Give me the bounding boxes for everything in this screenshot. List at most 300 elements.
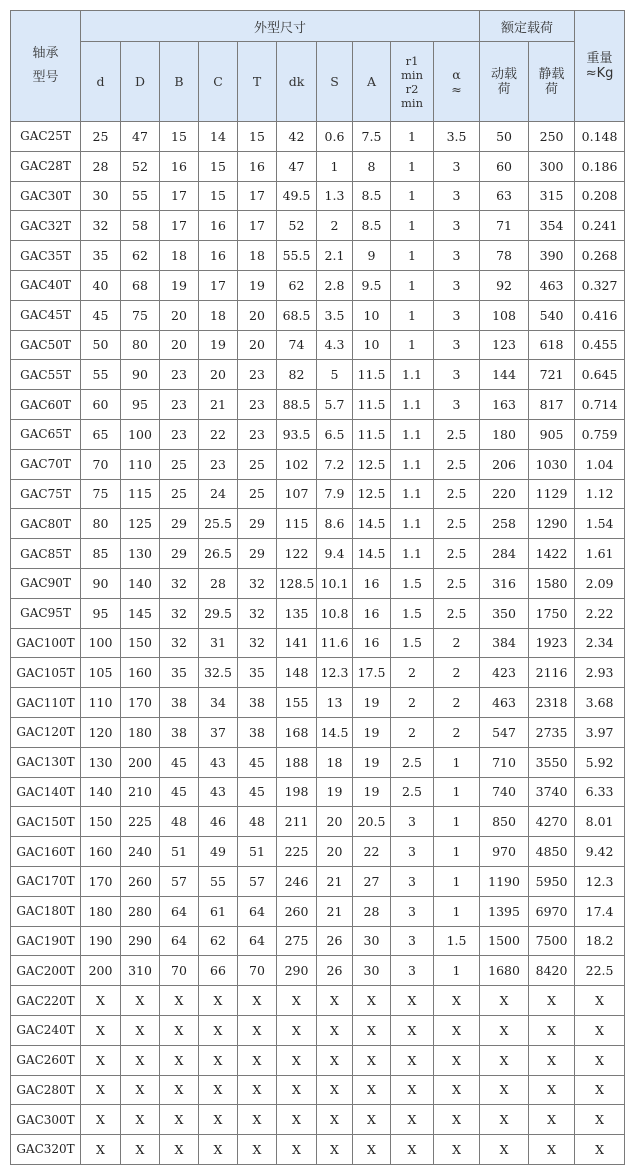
cell-T: 45 xyxy=(238,747,277,777)
cell-d: 140 xyxy=(81,777,121,807)
cell-weight: 0.186 xyxy=(575,151,625,181)
cell-T: 29 xyxy=(238,509,277,539)
cell-A: 9.5 xyxy=(353,270,391,300)
cell-weight: 5.92 xyxy=(575,747,625,777)
cell-dynamic-load: 850 xyxy=(480,807,529,837)
cell-B: 64 xyxy=(160,896,199,926)
cell-S: 10.8 xyxy=(317,598,353,628)
cell-T: 48 xyxy=(238,807,277,837)
cell-model: GAC110T xyxy=(11,688,81,718)
cell-d: 120 xyxy=(81,717,121,747)
cell-model: GAC28T xyxy=(11,151,81,181)
cell-static-load: 1923 xyxy=(529,628,575,658)
table-row xyxy=(11,360,625,390)
cell-A: 27 xyxy=(353,866,391,896)
cell-C: 37 xyxy=(199,717,238,747)
cell-C: X xyxy=(199,1075,238,1105)
cell-d: 95 xyxy=(81,598,121,628)
cell-dk: 225 xyxy=(277,837,317,867)
cell-A: 8.5 xyxy=(353,181,391,211)
cell-T: 19 xyxy=(238,270,277,300)
cell-dk: 88.5 xyxy=(277,390,317,420)
cell-B: 35 xyxy=(160,658,199,688)
cell-static-load: 7500 xyxy=(529,926,575,956)
cell-static-load: 721 xyxy=(529,360,575,390)
cell-S: 1 xyxy=(317,151,353,181)
cell-D: X xyxy=(121,1045,160,1075)
cell-model: GAC280T xyxy=(11,1075,81,1105)
cell-model: GAC95T xyxy=(11,598,81,628)
cell-S: 9.4 xyxy=(317,539,353,569)
cell-model: GAC75T xyxy=(11,479,81,509)
cell-d: 130 xyxy=(81,747,121,777)
cell-static-load: 817 xyxy=(529,390,575,420)
cell-D: 68 xyxy=(121,270,160,300)
cell-alpha: 2.5 xyxy=(434,479,480,509)
cell-S: 0.6 xyxy=(317,122,353,152)
cell-B: 25 xyxy=(160,449,199,479)
cell-dk: 82 xyxy=(277,360,317,390)
cell-A: X xyxy=(353,1105,391,1135)
cell-T: 38 xyxy=(238,688,277,718)
cell-r: 1 xyxy=(391,270,434,300)
cell-S: 10.1 xyxy=(317,568,353,598)
cell-S: 18 xyxy=(317,747,353,777)
cell-dynamic-load: 220 xyxy=(480,479,529,509)
cell-C: 16 xyxy=(199,241,238,271)
cell-d: 55 xyxy=(81,360,121,390)
cell-D: 310 xyxy=(121,956,160,986)
cell-B: 15 xyxy=(160,122,199,152)
cell-S: 5.7 xyxy=(317,390,353,420)
cell-alpha: 1 xyxy=(434,866,480,896)
cell-dk: 260 xyxy=(277,896,317,926)
cell-d: 50 xyxy=(81,330,121,360)
cell-S: 5 xyxy=(317,360,353,390)
cell-B: 38 xyxy=(160,717,199,747)
cell-weight: 0.327 xyxy=(575,270,625,300)
cell-r: 1.1 xyxy=(391,360,434,390)
cell-B: 45 xyxy=(160,777,199,807)
cell-A: 19 xyxy=(353,688,391,718)
cell-dk: 141 xyxy=(277,628,317,658)
cell-d: 180 xyxy=(81,896,121,926)
cell-alpha: 2 xyxy=(434,628,480,658)
cell-d: X xyxy=(81,1015,121,1045)
cell-B: 32 xyxy=(160,628,199,658)
table-row xyxy=(11,539,625,569)
cell-D: 95 xyxy=(121,390,160,420)
header-col-dk: dk xyxy=(277,42,317,122)
cell-A: 14.5 xyxy=(353,539,391,569)
cell-A: 16 xyxy=(353,628,391,658)
cell-dynamic-load: 316 xyxy=(480,568,529,598)
cell-dk: 107 xyxy=(277,479,317,509)
cell-S: 12.3 xyxy=(317,658,353,688)
cell-static-load: X xyxy=(529,1135,575,1165)
header-rated-load: 额定载荷 xyxy=(480,11,575,42)
cell-B: 32 xyxy=(160,598,199,628)
cell-A: 16 xyxy=(353,598,391,628)
cell-dk: 148 xyxy=(277,658,317,688)
cell-S: 7.9 xyxy=(317,479,353,509)
cell-C: 16 xyxy=(199,211,238,241)
cell-model: GAC160T xyxy=(11,837,81,867)
cell-model: GAC50T xyxy=(11,330,81,360)
cell-static-load: 3550 xyxy=(529,747,575,777)
cell-B: 23 xyxy=(160,390,199,420)
cell-C: 15 xyxy=(199,151,238,181)
cell-r: X xyxy=(391,1105,434,1135)
cell-D: 55 xyxy=(121,181,160,211)
cell-r: 2 xyxy=(391,717,434,747)
cell-dk: 74 xyxy=(277,330,317,360)
cell-T: 32 xyxy=(238,568,277,598)
cell-B: 57 xyxy=(160,866,199,896)
cell-D: 62 xyxy=(121,241,160,271)
cell-weight: X xyxy=(575,1105,625,1135)
cell-B: 38 xyxy=(160,688,199,718)
cell-static-load: X xyxy=(529,1045,575,1075)
cell-T: 64 xyxy=(238,926,277,956)
cell-D: 110 xyxy=(121,449,160,479)
cell-A: X xyxy=(353,986,391,1016)
cell-static-load: X xyxy=(529,1015,575,1045)
cell-static-load: 300 xyxy=(529,151,575,181)
cell-C: 32.5 xyxy=(199,658,238,688)
cell-d: 150 xyxy=(81,807,121,837)
table-row xyxy=(11,807,625,837)
cell-dk: 275 xyxy=(277,926,317,956)
cell-T: 17 xyxy=(238,211,277,241)
cell-T: 32 xyxy=(238,598,277,628)
cell-dynamic-load: 180 xyxy=(480,419,529,449)
cell-r: 2 xyxy=(391,658,434,688)
cell-S: X xyxy=(317,986,353,1016)
cell-r: 1 xyxy=(391,122,434,152)
cell-d: 190 xyxy=(81,926,121,956)
cell-dk: 168 xyxy=(277,717,317,747)
cell-T: X xyxy=(238,1045,277,1075)
table-row xyxy=(11,688,625,718)
table-header xyxy=(11,11,625,122)
cell-S: 2.1 xyxy=(317,241,353,271)
cell-B: 23 xyxy=(160,419,199,449)
cell-alpha: 3 xyxy=(434,390,480,420)
cell-static-load: 4850 xyxy=(529,837,575,867)
cell-T: X xyxy=(238,986,277,1016)
cell-D: 170 xyxy=(121,688,160,718)
cell-A: 17.5 xyxy=(353,658,391,688)
cell-model: GAC100T xyxy=(11,628,81,658)
cell-A: 28 xyxy=(353,896,391,926)
cell-dynamic-load: X xyxy=(480,1045,529,1075)
cell-d: X xyxy=(81,1045,121,1075)
cell-S: 13 xyxy=(317,688,353,718)
cell-r: 3 xyxy=(391,896,434,926)
cell-C: 24 xyxy=(199,479,238,509)
cell-model: GAC105T xyxy=(11,658,81,688)
cell-S: 11.6 xyxy=(317,628,353,658)
cell-dynamic-load: X xyxy=(480,1015,529,1045)
cell-T: 16 xyxy=(238,151,277,181)
cell-B: 70 xyxy=(160,956,199,986)
cell-r: 2 xyxy=(391,688,434,718)
cell-A: 10 xyxy=(353,300,391,330)
cell-d: 110 xyxy=(81,688,121,718)
cell-weight: 2.22 xyxy=(575,598,625,628)
cell-D: 280 xyxy=(121,896,160,926)
cell-D: X xyxy=(121,1135,160,1165)
cell-dk: X xyxy=(277,986,317,1016)
cell-weight: 0.208 xyxy=(575,181,625,211)
cell-T: X xyxy=(238,1075,277,1105)
cell-D: X xyxy=(121,1015,160,1045)
table-row xyxy=(11,956,625,986)
cell-static-load: 618 xyxy=(529,330,575,360)
cell-d: 28 xyxy=(81,151,121,181)
cell-model: GAC70T xyxy=(11,449,81,479)
cell-weight: X xyxy=(575,1045,625,1075)
cell-static-load: 250 xyxy=(529,122,575,152)
table-row xyxy=(11,658,625,688)
cell-A: X xyxy=(353,1045,391,1075)
cell-D: 160 xyxy=(121,658,160,688)
cell-T: 51 xyxy=(238,837,277,867)
cell-r: 1.5 xyxy=(391,568,434,598)
cell-dynamic-load: 710 xyxy=(480,747,529,777)
cell-A: 19 xyxy=(353,777,391,807)
table-row xyxy=(11,449,625,479)
cell-static-load: 540 xyxy=(529,300,575,330)
cell-D: X xyxy=(121,1075,160,1105)
cell-C: X xyxy=(199,1015,238,1045)
cell-static-load: 2116 xyxy=(529,658,575,688)
cell-B: 17 xyxy=(160,181,199,211)
cell-d: 75 xyxy=(81,479,121,509)
cell-C: 25.5 xyxy=(199,509,238,539)
cell-static-load: 2318 xyxy=(529,688,575,718)
cell-r: 3 xyxy=(391,866,434,896)
header-col-dynamic-load: 动载 荷 xyxy=(480,42,529,122)
cell-dynamic-load: 970 xyxy=(480,837,529,867)
cell-alpha: 3 xyxy=(434,241,480,271)
cell-weight: 0.759 xyxy=(575,419,625,449)
cell-model: GAC32T xyxy=(11,211,81,241)
cell-C: 14 xyxy=(199,122,238,152)
cell-dk: 55.5 xyxy=(277,241,317,271)
cell-model: GAC220T xyxy=(11,986,81,1016)
cell-S: 20 xyxy=(317,807,353,837)
cell-r: 2.5 xyxy=(391,777,434,807)
header-col-static-load: 静载 荷 xyxy=(529,42,575,122)
cell-A: 7.5 xyxy=(353,122,391,152)
cell-d: 45 xyxy=(81,300,121,330)
cell-B: X xyxy=(160,1105,199,1135)
cell-model: GAC190T xyxy=(11,926,81,956)
cell-S: 4.3 xyxy=(317,330,353,360)
cell-static-load: 8420 xyxy=(529,956,575,986)
cell-alpha: 2.5 xyxy=(434,598,480,628)
cell-T: X xyxy=(238,1135,277,1165)
cell-alpha: 3.5 xyxy=(434,122,480,152)
header-col-r1-r2: r1 min r2 min xyxy=(391,42,434,122)
cell-T: 25 xyxy=(238,479,277,509)
header-col-S: S xyxy=(317,42,353,122)
cell-dynamic-load: 63 xyxy=(480,181,529,211)
cell-D: 52 xyxy=(121,151,160,181)
table-row xyxy=(11,896,625,926)
cell-dk: 47 xyxy=(277,151,317,181)
cell-dynamic-load: 1500 xyxy=(480,926,529,956)
cell-B: 45 xyxy=(160,747,199,777)
cell-weight: 0.241 xyxy=(575,211,625,241)
cell-C: 34 xyxy=(199,688,238,718)
table-row xyxy=(11,241,625,271)
cell-T: 29 xyxy=(238,539,277,569)
cell-alpha: 2 xyxy=(434,688,480,718)
cell-A: 9 xyxy=(353,241,391,271)
cell-alpha: 3 xyxy=(434,360,480,390)
cell-T: 23 xyxy=(238,360,277,390)
table-row xyxy=(11,628,625,658)
cell-C: 46 xyxy=(199,807,238,837)
cell-S: 20 xyxy=(317,837,353,867)
cell-alpha: 1 xyxy=(434,807,480,837)
cell-dynamic-load: 284 xyxy=(480,539,529,569)
cell-static-load: 2735 xyxy=(529,717,575,747)
cell-T: 20 xyxy=(238,300,277,330)
cell-alpha: 1.5 xyxy=(434,926,480,956)
cell-r: 1.1 xyxy=(391,509,434,539)
cell-A: 11.5 xyxy=(353,360,391,390)
table-row xyxy=(11,986,625,1016)
cell-dynamic-load: 258 xyxy=(480,509,529,539)
cell-r: 1 xyxy=(391,151,434,181)
cell-A: X xyxy=(353,1015,391,1045)
cell-model: GAC150T xyxy=(11,807,81,837)
cell-D: 240 xyxy=(121,837,160,867)
cell-alpha: X xyxy=(434,1015,480,1045)
cell-dynamic-load: 92 xyxy=(480,270,529,300)
cell-A: 19 xyxy=(353,717,391,747)
cell-D: 260 xyxy=(121,866,160,896)
cell-weight: 1.12 xyxy=(575,479,625,509)
cell-S: 6.5 xyxy=(317,419,353,449)
cell-dk: 102 xyxy=(277,449,317,479)
cell-r: 1.1 xyxy=(391,479,434,509)
header-col-B: B xyxy=(160,42,199,122)
cell-alpha: 2.5 xyxy=(434,449,480,479)
cell-alpha: 3 xyxy=(434,300,480,330)
cell-model: GAC60T xyxy=(11,390,81,420)
cell-weight: 2.34 xyxy=(575,628,625,658)
cell-r: 2.5 xyxy=(391,747,434,777)
cell-model: GAC90T xyxy=(11,568,81,598)
cell-model: GAC240T xyxy=(11,1015,81,1045)
cell-C: 28 xyxy=(199,568,238,598)
table-row xyxy=(11,926,625,956)
cell-A: 12.5 xyxy=(353,449,391,479)
cell-weight: 3.97 xyxy=(575,717,625,747)
cell-A: 10 xyxy=(353,330,391,360)
cell-C: X xyxy=(199,1135,238,1165)
table-row xyxy=(11,390,625,420)
cell-dk: 188 xyxy=(277,747,317,777)
cell-dynamic-load: 1395 xyxy=(480,896,529,926)
cell-S: 14.5 xyxy=(317,717,353,747)
cell-model: GAC140T xyxy=(11,777,81,807)
cell-static-load: 6970 xyxy=(529,896,575,926)
cell-weight: 22.5 xyxy=(575,956,625,986)
table-row xyxy=(11,717,625,747)
cell-static-load: 5950 xyxy=(529,866,575,896)
table-row xyxy=(11,837,625,867)
cell-d: 105 xyxy=(81,658,121,688)
cell-dk: 198 xyxy=(277,777,317,807)
cell-S: 1.3 xyxy=(317,181,353,211)
cell-alpha: 2.5 xyxy=(434,419,480,449)
cell-r: 1 xyxy=(391,241,434,271)
header-col-T: T xyxy=(238,42,277,122)
cell-C: 26.5 xyxy=(199,539,238,569)
cell-D: 180 xyxy=(121,717,160,747)
cell-weight: 6.33 xyxy=(575,777,625,807)
cell-d: X xyxy=(81,1135,121,1165)
cell-S: X xyxy=(317,1015,353,1045)
cell-r: 1.1 xyxy=(391,390,434,420)
cell-d: 65 xyxy=(81,419,121,449)
cell-dynamic-load: 71 xyxy=(480,211,529,241)
cell-dynamic-load: 108 xyxy=(480,300,529,330)
cell-dk: X xyxy=(277,1135,317,1165)
cell-alpha: X xyxy=(434,1135,480,1165)
cell-model: GAC320T xyxy=(11,1135,81,1165)
cell-d: 85 xyxy=(81,539,121,569)
cell-r: X xyxy=(391,1015,434,1045)
cell-alpha: 1 xyxy=(434,777,480,807)
cell-B: X xyxy=(160,1135,199,1165)
cell-dk: 93.5 xyxy=(277,419,317,449)
cell-B: X xyxy=(160,1075,199,1105)
cell-weight: X xyxy=(575,1075,625,1105)
cell-D: 100 xyxy=(121,419,160,449)
cell-weight: 1.61 xyxy=(575,539,625,569)
cell-r: 3 xyxy=(391,837,434,867)
cell-T: 17 xyxy=(238,181,277,211)
cell-D: 150 xyxy=(121,628,160,658)
cell-model: GAC85T xyxy=(11,539,81,569)
cell-static-load: 463 xyxy=(529,270,575,300)
table-row xyxy=(11,211,625,241)
cell-weight: 0.714 xyxy=(575,390,625,420)
table-row xyxy=(11,122,625,152)
cell-A: X xyxy=(353,1075,391,1105)
cell-weight: X xyxy=(575,1015,625,1045)
cell-d: 160 xyxy=(81,837,121,867)
cell-weight: 8.01 xyxy=(575,807,625,837)
cell-D: 130 xyxy=(121,539,160,569)
cell-T: 23 xyxy=(238,419,277,449)
cell-alpha: 1 xyxy=(434,837,480,867)
cell-r: 1.1 xyxy=(391,539,434,569)
cell-dk: X xyxy=(277,1045,317,1075)
cell-weight: 2.93 xyxy=(575,658,625,688)
cell-T: X xyxy=(238,1105,277,1135)
cell-model: GAC80T xyxy=(11,509,81,539)
cell-dynamic-load: 78 xyxy=(480,241,529,271)
cell-C: 23 xyxy=(199,449,238,479)
